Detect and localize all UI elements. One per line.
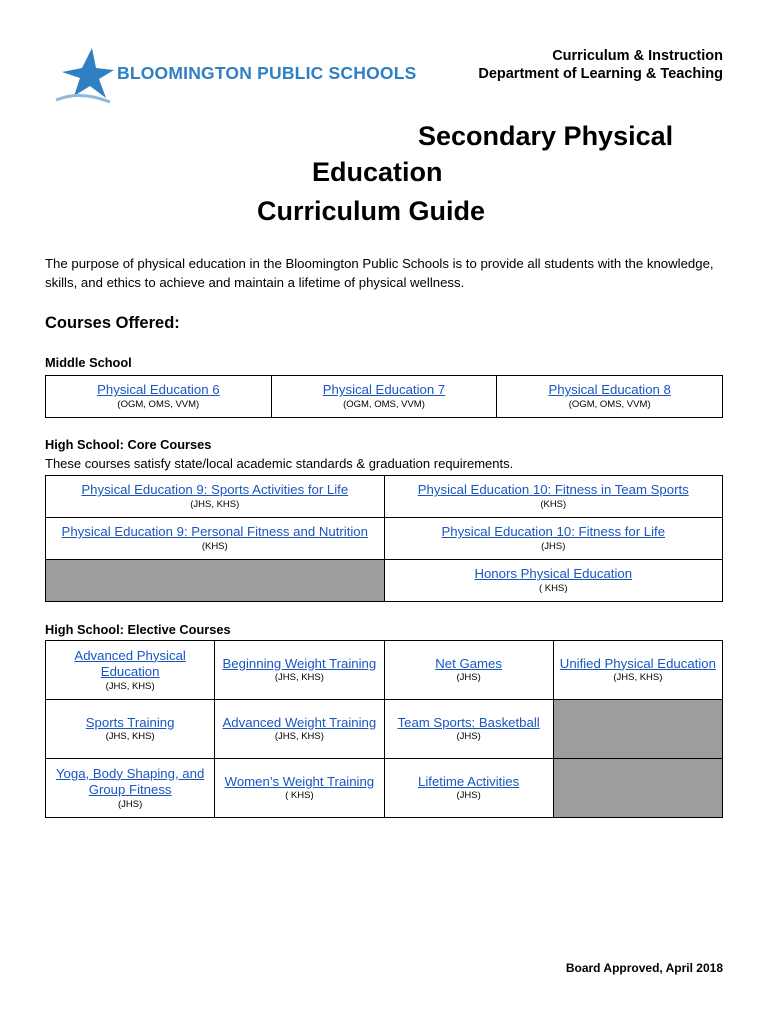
elective-courses-label: High School: Elective Courses (45, 622, 231, 637)
course-cell (46, 518, 385, 560)
course-link[interactable]: Team Sports: Basketball (397, 714, 540, 730)
middle-school-table (45, 375, 723, 418)
course-schools: (JHS, KHS) (190, 498, 240, 510)
course-schools: (JHS) (117, 798, 143, 810)
core-courses-table (45, 475, 723, 602)
course-cell (384, 700, 553, 759)
course-schools: (JHS, KHS) (105, 731, 155, 743)
course-link[interactable]: Beginning Weight Training (222, 655, 377, 671)
course-link[interactable]: Yoga, Body Shaping, and Group Fitness (55, 765, 205, 797)
course-link[interactable]: Physical Education 8 (548, 382, 671, 398)
course-link[interactable]: Physical Education 6 (97, 382, 220, 398)
course-schools: ( KHS) (285, 790, 314, 802)
course-schools: (JHS, KHS) (274, 731, 324, 743)
logo-text: BLOOMINGTON PUBLIC SCHOOLS (117, 63, 417, 83)
course-cell (46, 700, 215, 759)
course-cell (46, 759, 215, 818)
course-cell (384, 518, 723, 560)
course-schools: (JHS) (456, 672, 481, 684)
course-schools: (JHS, KHS) (613, 672, 663, 684)
title-line-1: Secondary Physical (418, 121, 674, 151)
course-cell (271, 376, 497, 418)
course-cell (497, 376, 723, 418)
course-cell (384, 759, 553, 818)
elective-courses-table (45, 640, 723, 818)
empty-cell (46, 560, 385, 602)
intro-paragraph: The purpose of physical education in the Bloomington Public Schools is to provide all students with the knowledge, skills, and ethics to achieve and maintain a lifetime of physical wellness. (45, 256, 714, 290)
course-schools: ( KHS) (539, 582, 568, 594)
course-cell (215, 700, 384, 759)
course-cell (384, 476, 723, 518)
dept-line-1: Curriculum & Instruction (552, 48, 723, 64)
title-line-2: Education (312, 157, 443, 187)
course-schools: (JHS) (456, 731, 481, 743)
course-schools: (JHS) (456, 790, 481, 802)
course-cell (215, 759, 384, 818)
course-link[interactable]: Physical Education 10: Fitness for Life (441, 524, 666, 540)
empty-cell (553, 700, 722, 759)
course-link[interactable]: Sports Training (85, 714, 175, 730)
courses-heading: Courses Offered: (45, 314, 180, 332)
course-link[interactable]: Women’s Weight Training (224, 773, 375, 789)
approval-footer: Board Approved, April 2018 (565, 961, 723, 975)
course-schools: (OGM, OMS, VVM) (343, 398, 425, 410)
course-cell (46, 376, 272, 418)
course-cell (384, 560, 723, 602)
course-link[interactable]: Net Games (435, 655, 502, 671)
course-cell (553, 641, 722, 700)
course-cell (384, 641, 553, 700)
course-link[interactable]: Physical Education 9: Personal Fitness and Nutrition (61, 524, 368, 540)
course-link[interactable]: Honors Physical Education (474, 566, 633, 582)
empty-cell (553, 759, 722, 818)
course-schools: (KHS) (201, 540, 228, 552)
course-cell (46, 641, 215, 700)
middle-school-label: Middle School (45, 355, 132, 370)
course-link[interactable]: Physical Education 7 (322, 382, 446, 398)
course-link[interactable]: Physical Education 10: Fitness in Team Sports (417, 482, 689, 498)
course-schools: (OGM, OMS, VVM) (568, 398, 651, 410)
course-link[interactable]: Advanced Weight Training (222, 714, 377, 730)
core-courses-label: High School: Core Courses (45, 437, 212, 452)
course-link[interactable]: Unified Physical Education (559, 655, 716, 671)
star-logo-icon (52, 46, 116, 108)
title-line-3: Curriculum Guide (257, 196, 486, 226)
course-cell (215, 641, 384, 700)
course-schools: (JHS) (541, 540, 566, 552)
course-schools: (JHS, KHS) (274, 672, 324, 684)
course-schools: (OGM, OMS, VVM) (117, 398, 200, 410)
district-logo (52, 46, 417, 108)
course-schools: (JHS, KHS) (105, 680, 155, 692)
core-courses-note: These courses satisfy state/local academic standards & graduation requirements. (45, 456, 514, 471)
department-heading (478, 47, 723, 83)
course-cell (46, 476, 385, 518)
course-link[interactable]: Advanced Physical Education (74, 647, 186, 679)
dept-line-2: Department of Learning & Teaching (478, 66, 723, 82)
course-link[interactable]: Lifetime Activities (418, 773, 520, 789)
course-link[interactable]: Physical Education 9: Sports Activities for Life (81, 482, 349, 498)
course-schools: (KHS) (540, 498, 567, 510)
